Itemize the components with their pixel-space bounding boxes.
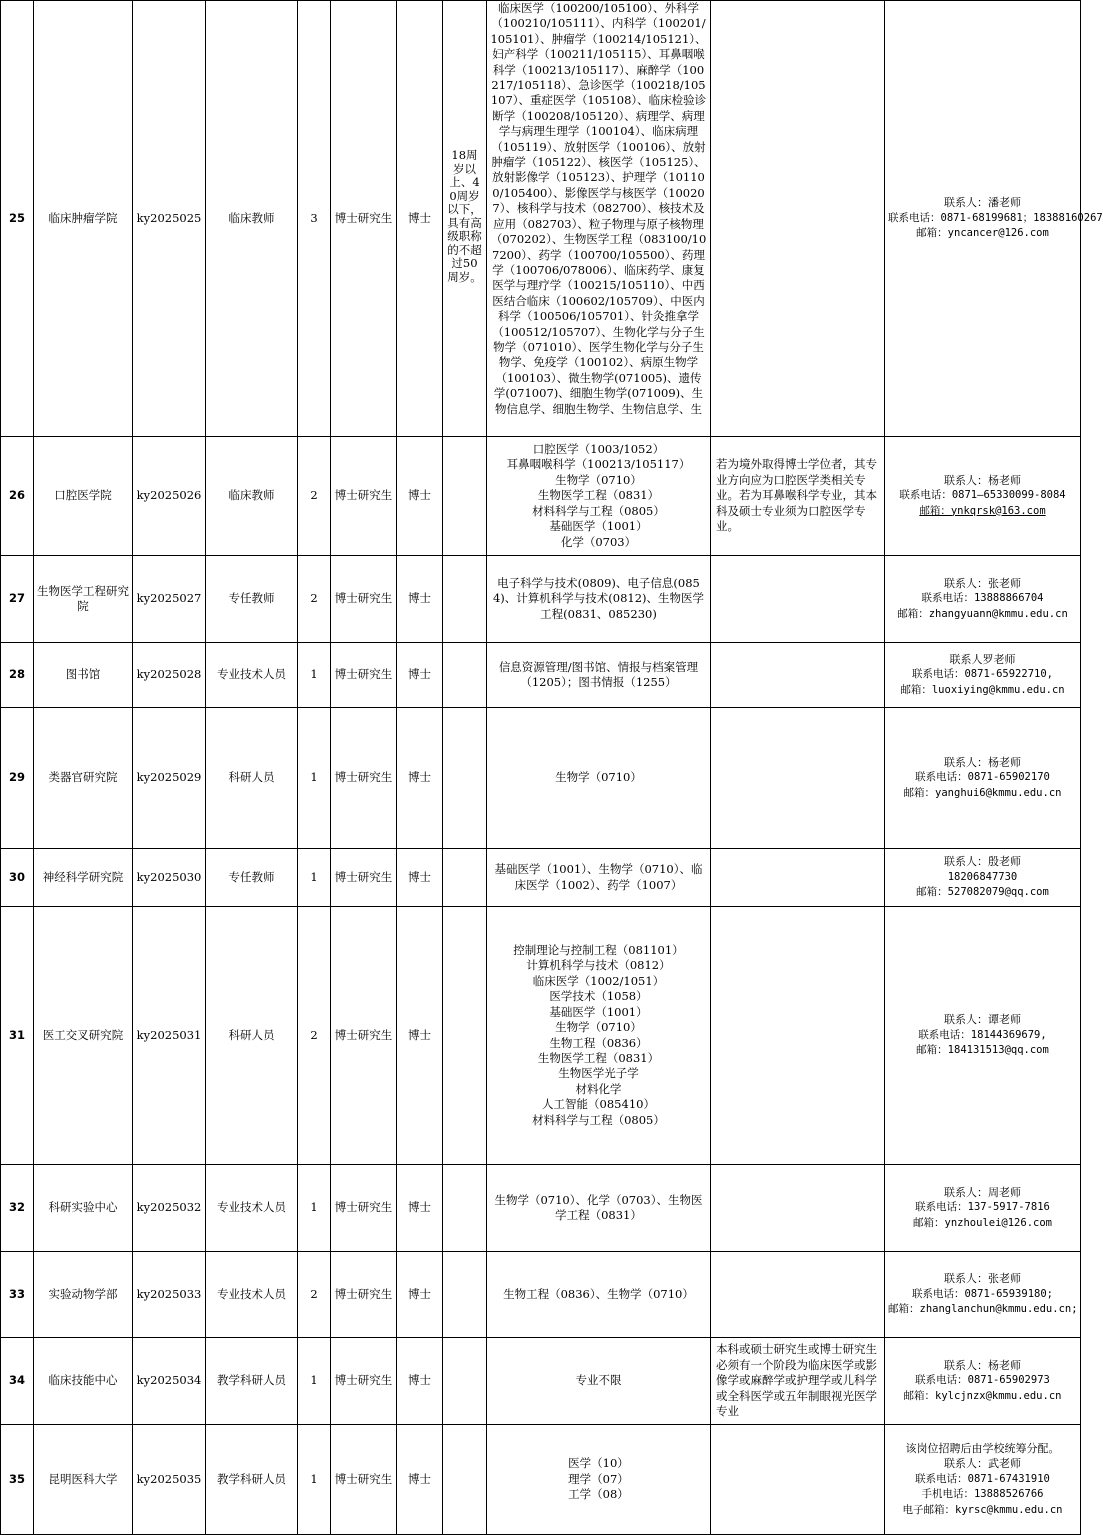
- major-requirement-cell: [487, 907, 711, 1165]
- row-number: 30: [1, 849, 34, 907]
- degree-cell: 博士: [397, 907, 443, 1165]
- education-cell: 博士研究生: [331, 1, 397, 437]
- major-text: 电子科学与技术(0809)、电子信息(0854)、计算机科学与技术(0812)、生物医学工程(0831、085230): [492, 575, 705, 621]
- education-cell: 博士研究生: [331, 437, 397, 556]
- major-text: 临床医学（100200/105100）、外科学（100210/105111）、内科学（100201/105101）、肿瘤学（100214/105121）、妇产科学（100211/105115）、耳鼻咽喉科学（100213/105117）、麻醉学（100217/105118）、急诊医学（100218/105107）、重症医学（105108）、临床检验诊断学（100208/105120）、病理学、病理学与病理生理学（100104）、临床病理（105119）、放射医学（100106）、放射肿瘤学（105122）、核医学（105125）、放射影像学（105123）、护理学（101100/105400）、影像医学与核医学（100207）、核科学与技术（082700）、核技术及应用（082703）、粒子物理与原子核物理（070202）、生物医学工程（083100/107200）、药学（100700/105500）、药理学（100706/078006）、临床药学、康复医学与理疗学（100215/105110）、中西医结合临床（100602/105709）、中医内科学（100506/105701）、针灸推拿学（100512/105707）、生物化学与分子生物学（071010）、医学生物化学与分子生物学、免疫学（100102）、病原生物学（100103）、微生物学(071005)、遗传学(071007)、细胞生物学(071009)、生物信息学、细胞生物学、生物信息学、生: [490, 1, 707, 416]
- contact-info: 联系电话：18144369679,: [918, 1028, 1047, 1041]
- headcount-cell: 1: [298, 708, 331, 849]
- contact-info: 联系电话：0871-65922710,: [911, 668, 1053, 681]
- row-number: 33: [1, 1252, 34, 1338]
- other-requirement-cell: 若为境外取得博士学位者，其专业方向应为口腔医学类相关专业。若为耳鼻喉科学专业，其本科及硕士专业须为口腔医学专业。: [711, 437, 885, 556]
- row-number: 26: [1, 437, 34, 556]
- table-row: [1, 1252, 1081, 1338]
- headcount-cell: 2: [298, 1252, 331, 1338]
- age-requirement-cell: [443, 437, 487, 556]
- age-requirement-cell: [443, 556, 487, 643]
- post-code-cell: ky2025030: [133, 849, 206, 907]
- major-item: 化学（0703）: [560, 534, 637, 549]
- headcount-cell: 1: [298, 849, 331, 907]
- major-requirement-cell: [487, 1165, 711, 1252]
- contact-cell: [885, 643, 1081, 708]
- table-row: [1, 643, 1081, 708]
- post-code-cell: ky2025035: [133, 1425, 206, 1535]
- contact-person: 联系人罗老师: [949, 652, 1016, 666]
- age-requirement-cell: [443, 1252, 487, 1338]
- major-requirement-cell: [487, 1425, 711, 1535]
- contact-person: 联系人：杨老师: [944, 755, 1021, 769]
- education-cell: 博士研究生: [331, 643, 397, 708]
- headcount-cell: 2: [298, 437, 331, 556]
- major-item: 理学（07）: [568, 1471, 629, 1486]
- contact-info: 手机电话：13888526766: [921, 1488, 1044, 1501]
- post-name-cell: 科研人员: [206, 708, 298, 849]
- major-item: 材料科学与工程（0805）: [532, 1112, 665, 1127]
- major-item: 人工智能（085410）: [542, 1097, 655, 1112]
- major-item: 生物医学工程（0831）: [537, 1050, 660, 1065]
- education-cell: 博士研究生: [331, 1425, 397, 1535]
- contact-email[interactable]: 邮箱：luoxiying@kmmu.edu.cn: [900, 683, 1065, 696]
- contact-email[interactable]: 邮箱：ynzhoulei@126.com: [913, 1216, 1052, 1229]
- row-number: 35: [1, 1425, 34, 1535]
- post-name-cell: 临床教师: [206, 1, 298, 437]
- major-item: 医学（10）: [568, 1456, 629, 1471]
- row-number: 28: [1, 643, 34, 708]
- major-text: 生物学（0710）: [555, 770, 642, 785]
- contact-info: 联系人：武老师: [944, 1457, 1021, 1471]
- major-item: 耳鼻咽喉科学（100213/105117）: [506, 457, 691, 472]
- other-requirement-cell: [711, 556, 885, 643]
- other-requirement-cell: [711, 849, 885, 907]
- major-requirement-cell: [487, 643, 711, 708]
- contact-email[interactable]: 邮箱：527082079@qq.com: [916, 886, 1049, 899]
- major-requirement-cell: [487, 849, 711, 907]
- contact-email[interactable]: 邮箱：184131513@qq.com: [916, 1044, 1049, 1057]
- education-cell: 博士研究生: [331, 1165, 397, 1252]
- major-requirement-cell: [487, 556, 711, 643]
- post-name-cell: 教学科研人员: [206, 1425, 298, 1535]
- major-item: 基础医学（1001）: [549, 1004, 648, 1019]
- contact-person: 联系人：周老师: [944, 1185, 1021, 1199]
- contact-info: 联系电话：0871-67431910: [915, 1472, 1050, 1485]
- post-code-cell: ky2025027: [133, 556, 206, 643]
- headcount-cell: 2: [298, 556, 331, 643]
- contact-info: 联系电话：0871-65902973: [915, 1374, 1050, 1387]
- contact-info: 18206847730: [947, 870, 1018, 883]
- headcount-cell: 3: [298, 1, 331, 437]
- row-number: 31: [1, 907, 34, 1165]
- headcount-cell: 1: [298, 1338, 331, 1425]
- department-cell: 临床技能中心: [34, 1338, 133, 1425]
- other-requirement-cell: [711, 907, 885, 1165]
- department-cell: 昆明医科大学: [34, 1425, 133, 1535]
- major-requirement-cell: [487, 437, 711, 556]
- contact-person: 联系人：潘老师: [944, 196, 1021, 210]
- contact-email[interactable]: 邮箱：yanghui6@kmmu.edu.cn: [903, 786, 1062, 799]
- major-item: 口腔医学（1003/1052）: [532, 442, 665, 457]
- contact-email[interactable]: 电子邮箱：kyrsc@kmmu.edu.cn: [902, 1503, 1063, 1516]
- table-row: [1, 556, 1081, 643]
- degree-cell: 博士: [397, 1338, 443, 1425]
- department-cell: 神经科学研究院: [34, 849, 133, 907]
- contact-email[interactable]: 邮箱：ynkqrsk@163.com: [919, 504, 1046, 517]
- department-cell: 科研实验中心: [34, 1165, 133, 1252]
- post-code-cell: ky2025029: [133, 708, 206, 849]
- education-cell: 博士研究生: [331, 708, 397, 849]
- age-requirement-cell: [443, 1338, 487, 1425]
- headcount-cell: 1: [298, 1165, 331, 1252]
- contact-person: 联系人：张老师: [944, 1272, 1021, 1286]
- other-requirement-cell: 本科或硕士研究生或博士研究生必须有一个阶段为临床医学或影像学或麻醉学或护理学或儿科学或全科医学或五年制眼视光医学专业: [711, 1338, 885, 1425]
- post-code-cell: ky2025031: [133, 907, 206, 1165]
- contact-cell: [885, 1165, 1081, 1252]
- contact-person: 联系人：谭老师: [944, 1013, 1021, 1027]
- post-code-cell: ky2025028: [133, 643, 206, 708]
- education-cell: 博士研究生: [331, 1252, 397, 1338]
- major-text: 生物学（0710）、化学（0703）、生物医学工程（0831）: [494, 1192, 703, 1222]
- degree-cell: 博士: [397, 1165, 443, 1252]
- major-item: 临床医学（1002/1051）: [532, 973, 665, 988]
- contact-cell: [885, 1425, 1081, 1535]
- row-number: 25: [1, 1, 34, 437]
- contact-cell: [885, 1338, 1081, 1425]
- department-cell: 图书馆: [34, 643, 133, 708]
- major-item: 工学（08）: [568, 1487, 629, 1502]
- table-row: [1, 437, 1081, 556]
- row-number: 32: [1, 1165, 34, 1252]
- major-requirement-cell: [487, 1, 711, 437]
- row-number: 29: [1, 708, 34, 849]
- age-requirement-cell: [443, 643, 487, 708]
- contact-cell: [885, 907, 1081, 1165]
- degree-cell: 博士: [397, 556, 443, 643]
- table-row: [1, 1, 1081, 437]
- education-cell: 博士研究生: [331, 849, 397, 907]
- post-name-cell: 临床教师: [206, 437, 298, 556]
- table-row: [1, 708, 1081, 849]
- education-cell: 博士研究生: [331, 556, 397, 643]
- headcount-cell: 1: [298, 643, 331, 708]
- contact-info: 联系电话：13888866704: [921, 592, 1044, 605]
- post-code-cell: ky2025026: [133, 437, 206, 556]
- major-item: 基础医学（1001）: [549, 519, 648, 534]
- table-row: [1, 1338, 1081, 1425]
- age-requirement-cell: [443, 1425, 487, 1535]
- major-text: 信息资源管理/图书馆、情报与档案管理（1205）；图书情报（1255）: [498, 659, 699, 689]
- major-requirement-cell: [487, 708, 711, 849]
- other-requirement-cell: [711, 1165, 885, 1252]
- degree-cell: 博士: [397, 1252, 443, 1338]
- contact-email[interactable]: 邮箱：kylcjnzx@kmmu.edu.cn: [903, 1389, 1062, 1402]
- row-number: 34: [1, 1338, 34, 1425]
- department-cell: 类器官研究院: [34, 708, 133, 849]
- age-requirement-cell: [443, 708, 487, 849]
- post-name-cell: 科研人员: [206, 907, 298, 1165]
- major-item: 生物学（0710）: [555, 472, 642, 487]
- other-requirement-cell: [711, 1, 885, 437]
- other-requirement-cell: [711, 1252, 885, 1338]
- post-name-cell: 专任教师: [206, 556, 298, 643]
- post-name-cell: 专业技术人员: [206, 1165, 298, 1252]
- major-item: 控制理论与控制工程（081101）: [513, 943, 684, 958]
- major-item: 生物医学光子学: [558, 1066, 639, 1081]
- education-cell: 博士研究生: [331, 907, 397, 1165]
- other-requirement-cell: [711, 643, 885, 708]
- degree-cell: 博士: [397, 437, 443, 556]
- table-row: [1, 1165, 1081, 1252]
- other-requirement-cell: [711, 708, 885, 849]
- contact-person: 联系人：殷老师: [944, 855, 1021, 869]
- major-text: 生物工程（0836）、生物学（0710）: [503, 1286, 694, 1301]
- degree-cell: 博士: [397, 1425, 443, 1535]
- headcount-cell: 1: [298, 1425, 331, 1535]
- row-number: 27: [1, 556, 34, 643]
- post-code-cell: ky2025033: [133, 1252, 206, 1338]
- major-item: 计算机科学与技术（0812）: [526, 958, 671, 973]
- contact-person: 联系人：张老师: [944, 576, 1021, 590]
- contact-email[interactable]: 邮箱：zhanglanchun@kmmu.edu.cn;: [888, 1303, 1078, 1316]
- contact-info: 联系电话：0871-65902170: [915, 771, 1050, 784]
- contact-info: 联系电话：137-5917-7816: [915, 1201, 1050, 1214]
- department-cell: 临床肿瘤学院: [34, 1, 133, 437]
- contact-person: 联系人：杨老师: [944, 473, 1021, 487]
- contact-cell: [885, 556, 1081, 643]
- age-requirement-cell: [443, 1165, 487, 1252]
- contact-cell: [885, 849, 1081, 907]
- degree-cell: 博士: [397, 643, 443, 708]
- department-cell: 实验动物学部: [34, 1252, 133, 1338]
- contact-email[interactable]: 邮箱：yncancer@126.com: [916, 227, 1049, 240]
- contact-person: 该岗位招聘后由学校统筹分配。: [905, 1441, 1060, 1455]
- contact-person: 联系人：杨老师: [944, 1358, 1021, 1372]
- post-code-cell: ky2025025: [133, 1, 206, 437]
- contact-cell: [885, 1252, 1081, 1338]
- headcount-cell: 2: [298, 907, 331, 1165]
- post-name-cell: 教学科研人员: [206, 1338, 298, 1425]
- contact-info: 联系电话：0871-68199681；18388160267: [888, 211, 1103, 224]
- major-item: 材料科学与工程（0805）: [532, 503, 665, 518]
- degree-cell: 博士: [397, 1, 443, 437]
- education-cell: 博士研究生: [331, 1338, 397, 1425]
- major-item: 生物医学工程（0831）: [537, 488, 660, 503]
- contact-cell: [885, 1, 1103, 437]
- post-name-cell: 专业技术人员: [206, 643, 298, 708]
- contact-cell: [885, 708, 1081, 849]
- contact-info: 联系电话：0871-65939180;: [911, 1287, 1053, 1300]
- major-item: 生物工程（0836）: [549, 1035, 648, 1050]
- major-requirement-cell: [487, 1252, 711, 1338]
- major-text: 基础医学（1001）、生物学（0710）、临床医学（1002）、药学（1007）: [494, 862, 703, 892]
- post-name-cell: 专任教师: [206, 849, 298, 907]
- post-name-cell: 专业技术人员: [206, 1252, 298, 1338]
- contact-cell: [885, 437, 1081, 556]
- post-code-cell: ky2025032: [133, 1165, 206, 1252]
- post-code-cell: ky2025034: [133, 1338, 206, 1425]
- degree-cell: 博士: [397, 708, 443, 849]
- contact-email[interactable]: 邮箱：zhangyuann@kmmu.edu.cn: [897, 607, 1068, 620]
- table-row: [1, 1425, 1081, 1535]
- degree-cell: 博士: [397, 849, 443, 907]
- age-requirement-cell: [443, 907, 487, 1165]
- department-cell: 口腔医学院: [34, 437, 133, 556]
- major-item: 生物学（0710）: [555, 1020, 642, 1035]
- major-item: 医学技术（1058）: [549, 989, 648, 1004]
- other-requirement-cell: [711, 1425, 885, 1535]
- age-requirement-cell: [443, 849, 487, 907]
- contact-info: 联系电话：0871—65330099-8084: [899, 489, 1066, 502]
- table-row: [1, 907, 1081, 1165]
- department-cell: 医工交叉研究院: [34, 907, 133, 1165]
- age-requirement-cell: 18周岁以上、40周岁以下，具有高级职称的不超过50周岁。: [443, 1, 487, 437]
- major-text: 专业不限: [575, 1373, 622, 1388]
- major-requirement-cell: [487, 1338, 711, 1425]
- department-cell: 生物医学工程研究院: [34, 556, 133, 643]
- table-row: [1, 849, 1081, 907]
- major-item: 材料化学: [575, 1081, 622, 1096]
